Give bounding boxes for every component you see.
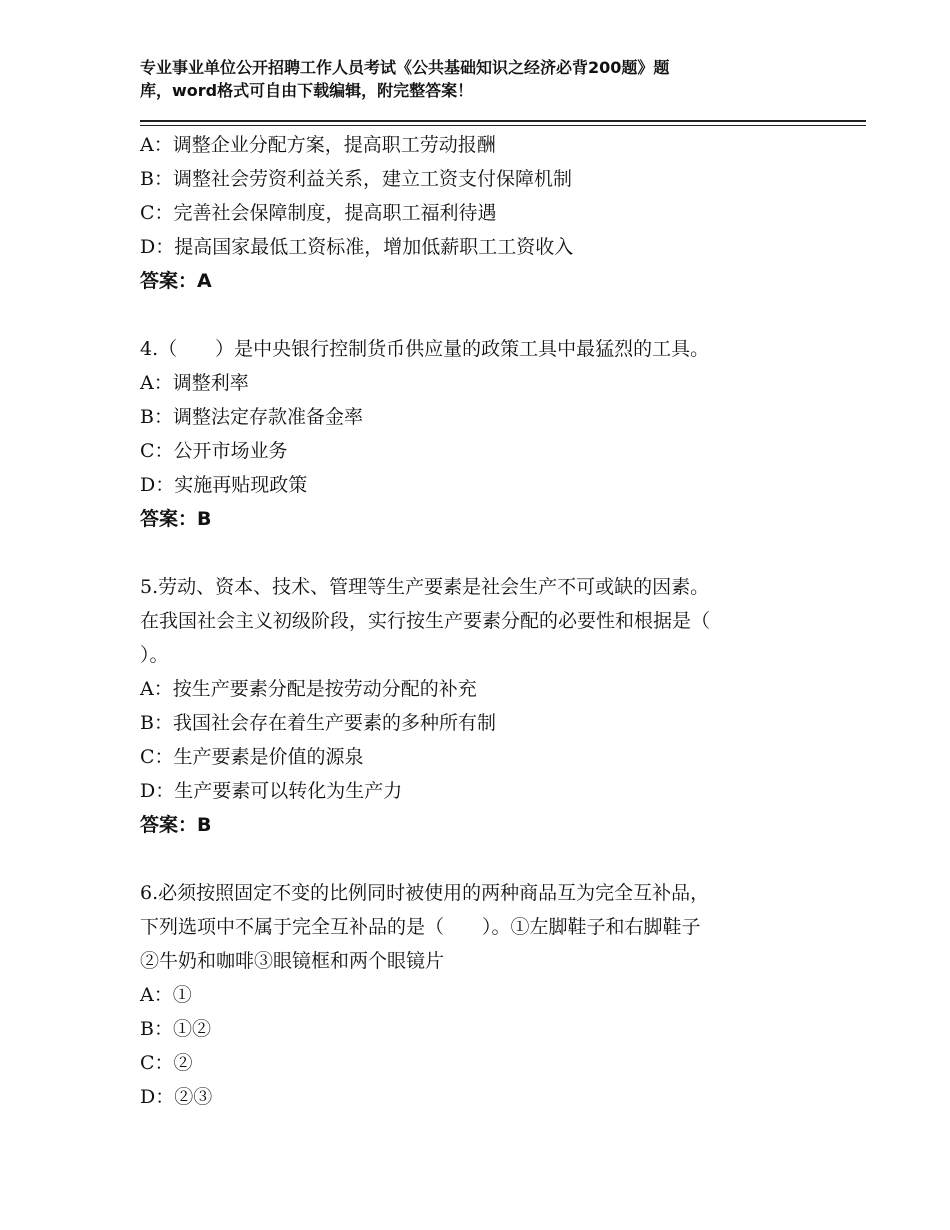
option-a: A：调整利率 [140, 372, 249, 394]
option-d: D：生产要素可以转化为生产力 [140, 780, 403, 802]
spacer [140, 842, 820, 876]
option-b: B：①② [140, 1018, 211, 1040]
answer: 答案：B [140, 508, 212, 530]
spacer [140, 298, 820, 332]
question-3 [140, 128, 820, 298]
option-d: D：②③ [140, 1086, 213, 1108]
answer: 答案：B [140, 814, 212, 836]
option-d: D：提高国家最低工资标准，增加低薪职工工资收入 [140, 236, 574, 258]
question-text-line-2: 在我国社会主义初级阶段，实行按生产要素分配的必要性和根据是（ [140, 610, 711, 632]
answer: 答案：A [140, 270, 212, 292]
question-text-line-1: 6.必须按照固定不变的比例同时被使用的两种商品互为完全互补品， [140, 882, 710, 904]
header-divider-thin [140, 125, 866, 126]
header-line-2: 库，word格式可自由下载编辑，附完整答案！ [140, 81, 474, 100]
option-d: D：实施再贴现政策 [140, 474, 308, 496]
option-c: C：② [140, 1052, 193, 1074]
option-b: B：调整社会劳资利益关系，建立工资支付保障机制 [140, 168, 572, 190]
option-c: C：公开市场业务 [140, 440, 288, 462]
question-text-line-3: ）。 [140, 644, 169, 666]
question-text-line-1: 5.劳动、资本、技术、管理等生产要素是社会生产不可或缺的因素。 [140, 576, 710, 598]
option-b: B：我国社会存在着生产要素的多种所有制 [140, 712, 496, 734]
option-b: B：调整法定存款准备金率 [140, 406, 363, 428]
question-text-line-2: 下列选项中不属于完全互补品的是（ ）。①左脚鞋子和右脚鞋子 [140, 916, 701, 938]
header-divider-thick [140, 120, 866, 122]
option-a: A：调整企业分配方案，提高职工劳动报酬 [140, 134, 496, 156]
question-4 [140, 332, 820, 536]
option-a: A：① [140, 984, 192, 1006]
document-body [140, 128, 820, 1114]
question-text-line-3: ②牛奶和咖啡③眼镜框和两个眼镜片 [140, 950, 445, 972]
question-text: 4.（ ）是中央银行控制货币供应量的政策工具中最猛烈的工具。 [140, 338, 710, 360]
document-header [140, 56, 780, 102]
spacer [140, 536, 820, 570]
question-6 [140, 876, 820, 1114]
option-c: C：完善社会保障制度，提高职工福利待遇 [140, 202, 497, 224]
option-a: A：按生产要素分配是按劳动分配的补充 [140, 678, 477, 700]
question-5 [140, 570, 820, 842]
header-line-1: 专业事业单位公开招聘工作人员考试《公共基础知识之经济必背200题》题 [140, 58, 670, 77]
option-c: C：生产要素是价值的源泉 [140, 746, 364, 768]
